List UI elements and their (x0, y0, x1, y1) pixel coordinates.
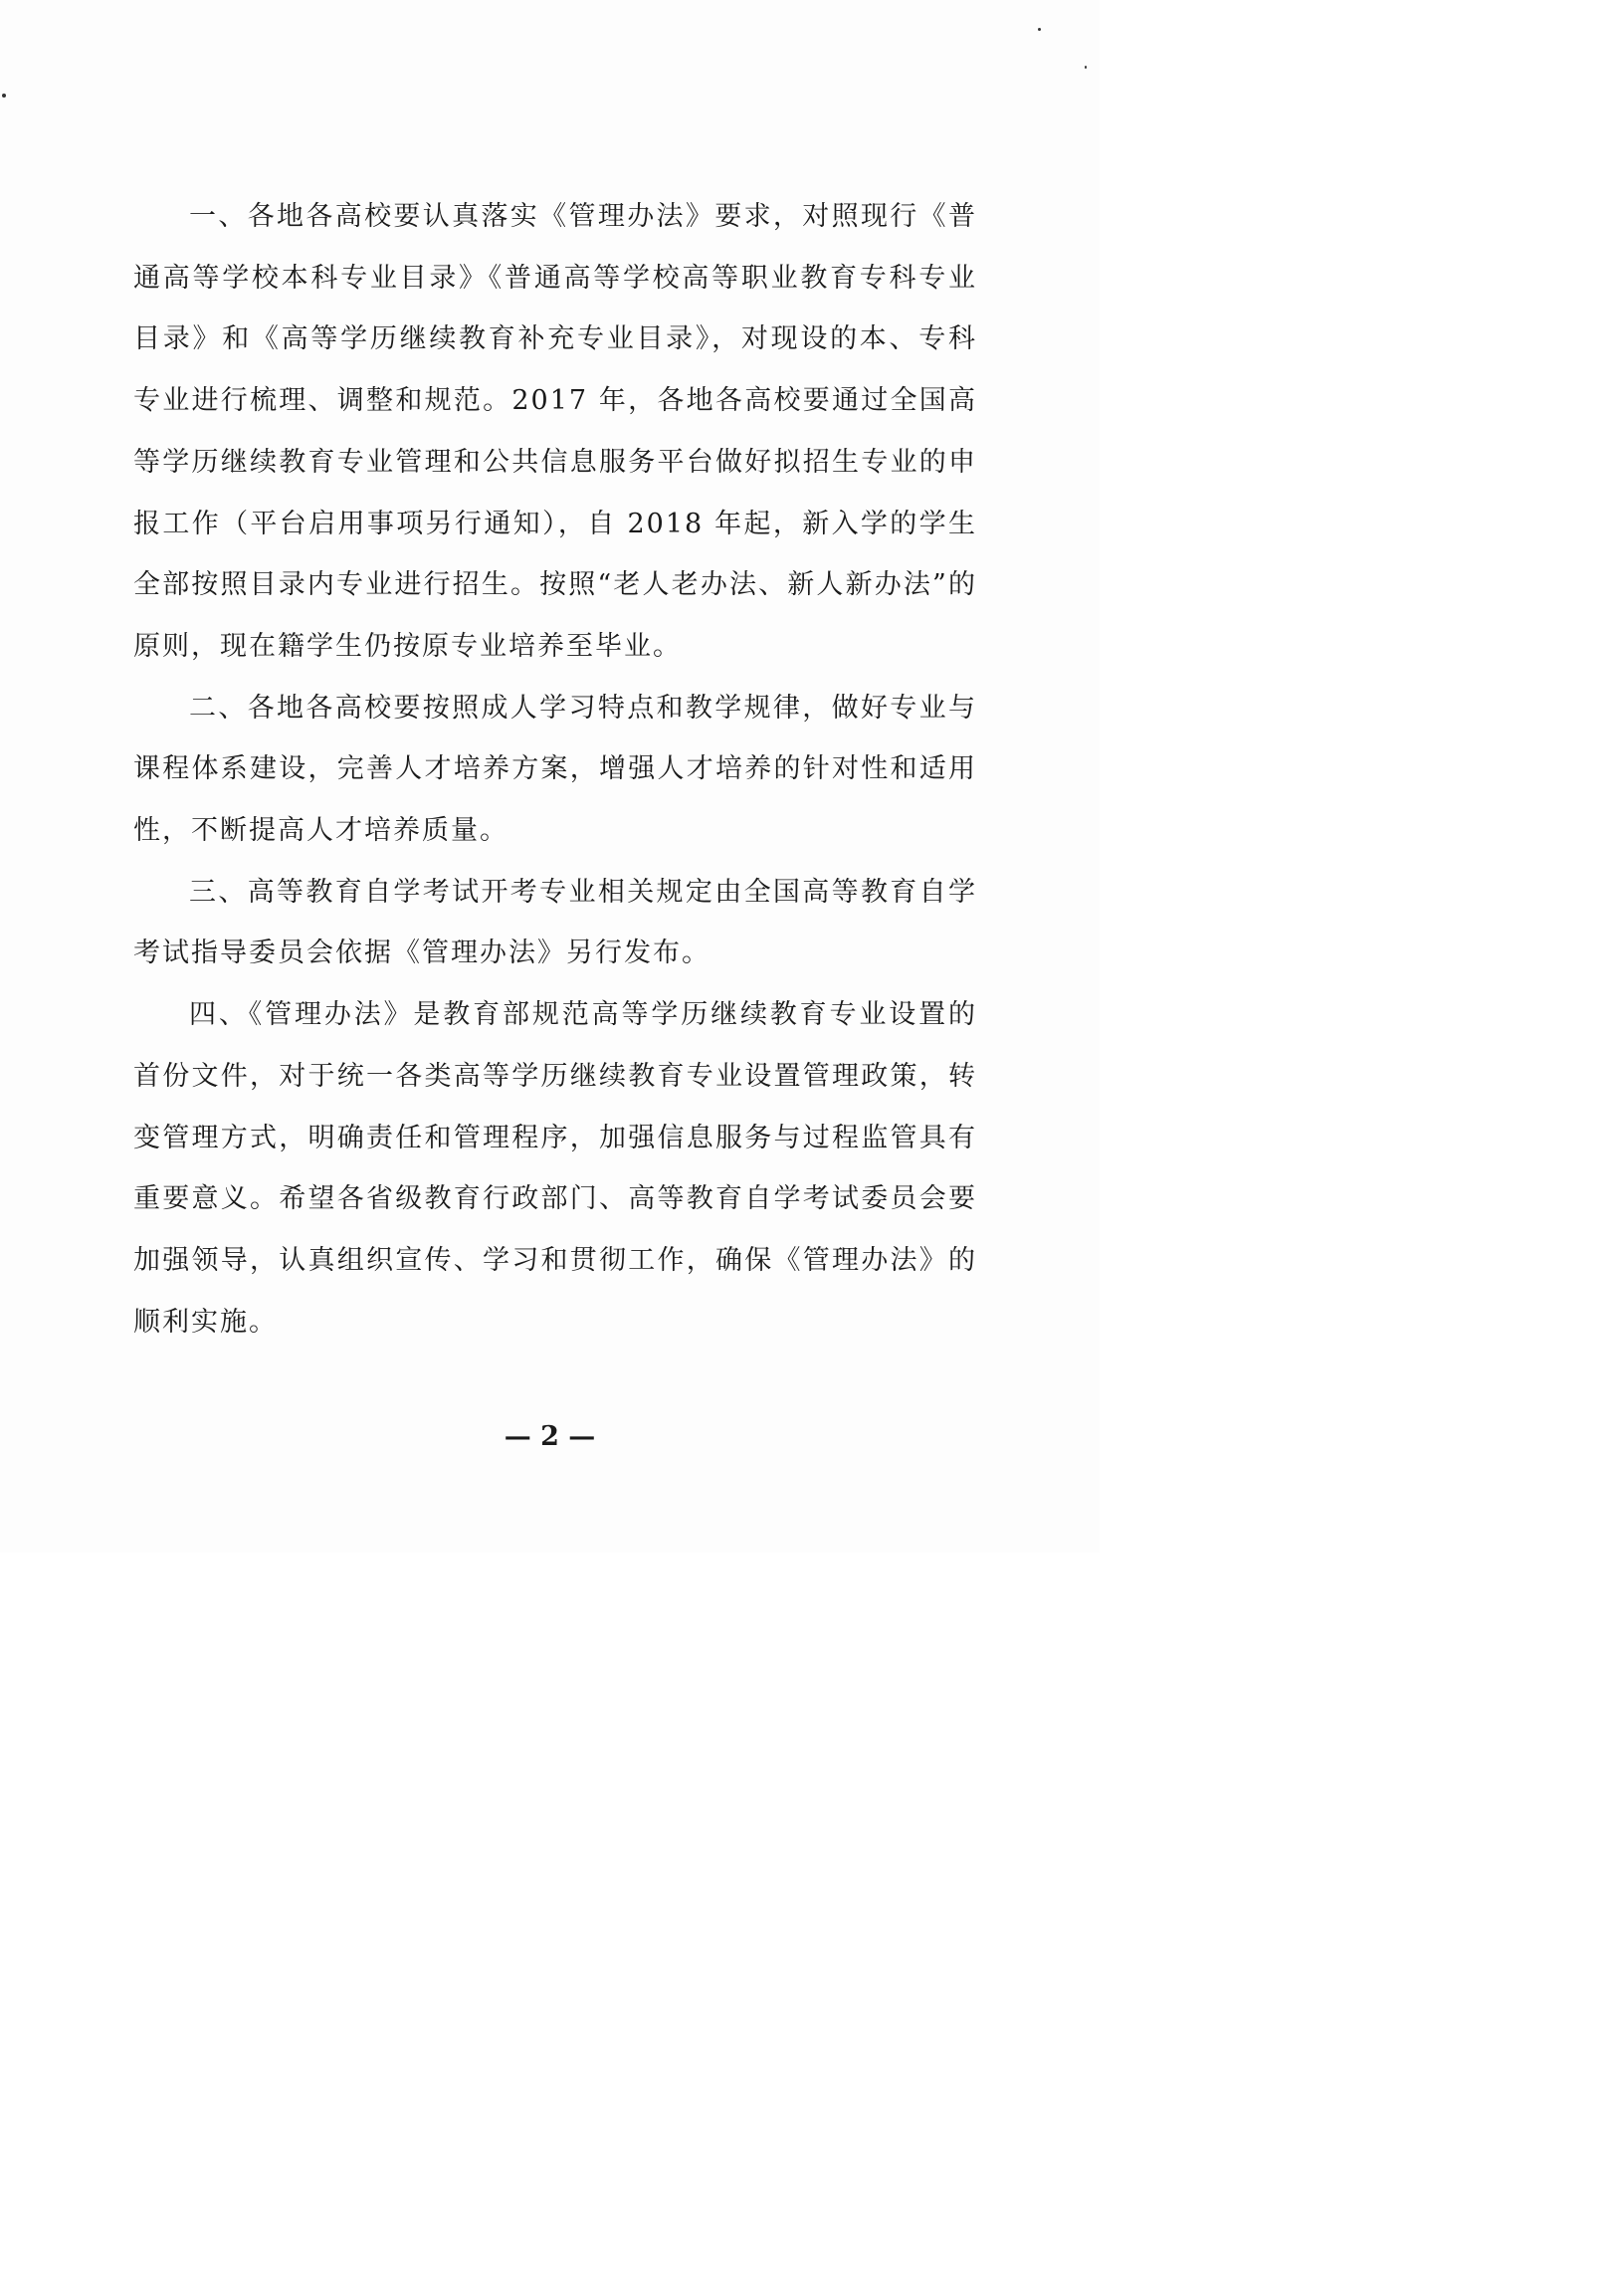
scan-speck (1085, 66, 1087, 69)
scan-speck (1038, 28, 1041, 31)
page-number: — 2 — (504, 1421, 596, 1452)
paragraph-1: 一、各地各高校要认真落实《管理办法》要求，对照现行《普通高等学校本科专业目录》《普通高等学校高等职业教育专科专业目录》和《高等学历继续教育补充专业目录》，对现设的本、专科专业进行梳理、调整和规范。2017 年，各地各高校要通过全国高等学历继续教育专业管理和公共信息服务平台做好拟招生专业的申报工作（平台启用事项另行通知），自 2018 年起，新入学的学生全部按照目录内专业进行招生。按照“老人老办法、新人新办法”的原则，现在籍学生仍按原专业培养至毕业。 (133, 201, 977, 662)
document-body (133, 186, 977, 1353)
paragraph-2: 二、各地各高校要按照成人学习特点和教学规律，做好专业与课程体系建设，完善人才培养方案，增强人才培养的针对性和适用性，不断提高人才培养质量。 (133, 692, 977, 847)
paragraph-4: 四、《管理办法》是教育部规范高等学历继续教育专业设置的首份文件，对于统一各类高等学历继续教育专业设置管理政策，转变管理方式，明确责任和管理程序，加强信息服务与过程监管具有重要意义。希望各省级教育行政部门、高等教育自学考试委员会要加强领导，认真组织宣传、学习和贯彻工作，确保《管理办法》的顺利实施。 (133, 999, 977, 1338)
scan-speck (2, 94, 6, 98)
paragraph-3: 三、高等教育自学考试开考专业相关规定由全国高等教育自学考试指导委员会依据《管理办法》另行发布。 (133, 876, 977, 969)
document-page (0, 0, 1100, 1553)
